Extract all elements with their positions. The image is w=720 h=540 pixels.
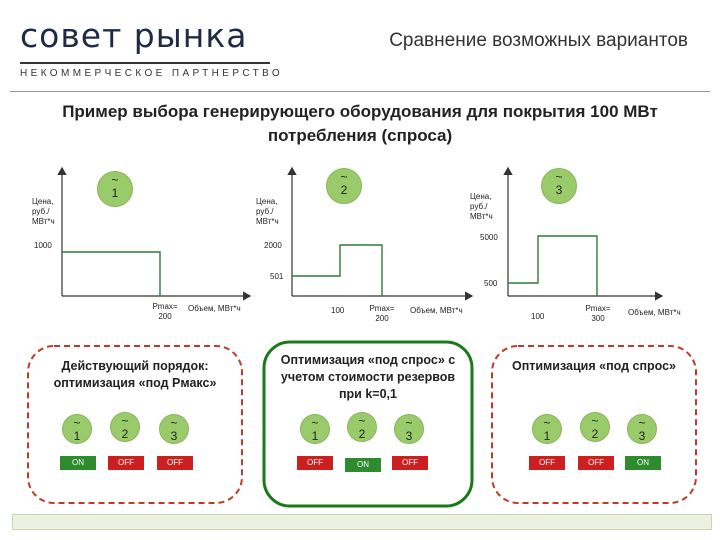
scenario-2-status-2: ON	[345, 458, 381, 472]
generator-symbol: ~	[170, 416, 178, 430]
chart-3	[508, 168, 662, 296]
chart-2-y-value-low: 501	[270, 272, 284, 281]
chart-2-x-value-2: Pmax= 200	[369, 304, 395, 323]
chart-1-y-label: Цена, руб./ МВт*ч	[32, 197, 55, 226]
generator-symbol: ~	[340, 170, 348, 184]
generator-symbol: ~	[405, 416, 413, 430]
generator-3-icon	[541, 168, 577, 204]
footer-band	[12, 514, 712, 530]
chart-3-x-value-2: Pmax= 300	[585, 304, 611, 323]
scenario-3-generator-2-icon	[580, 412, 610, 442]
scenario-3-label: Оптимизация «под спрос»	[511, 359, 677, 373]
section-title: Сравнение возможных вариантов	[389, 30, 688, 51]
generator-symbol: ~	[555, 170, 563, 184]
chart-2-price-line	[292, 245, 382, 296]
generator-number: 1	[111, 186, 119, 200]
scenario-3-generator-3-icon	[627, 414, 657, 444]
generator-symbol: ~	[591, 414, 599, 428]
scenario-3-status-2: OFF	[578, 456, 614, 470]
generator-number: 1	[73, 429, 81, 443]
scenario-2-status-1: OFF	[297, 456, 333, 470]
scenario-2-generator-1-icon	[300, 414, 330, 444]
chart-1-price-line	[62, 252, 160, 296]
page-title: Пример выбора генерирующего оборудования для покрытия 100 МВт потребления (спроса)	[62, 102, 658, 145]
chart-2-y-label: Цена, руб./ МВт*ч	[256, 197, 279, 226]
generator-symbol: ~	[358, 414, 366, 428]
chart-3-x-value-1: 100	[531, 312, 545, 321]
scenario-1-status-2: OFF	[108, 456, 144, 470]
generator-symbol: ~	[311, 416, 319, 430]
scenario-3-status-1: OFF	[529, 456, 565, 470]
generator-number: 3	[170, 429, 178, 443]
scenario-1-generator-3-icon	[159, 414, 189, 444]
logo: совет рынка	[20, 16, 248, 55]
chart-2	[292, 168, 472, 296]
chart-3-x-label: Объем, МВт*ч	[628, 308, 681, 317]
scenario-3-generator-1-icon	[532, 414, 562, 444]
generator-number: 2	[358, 427, 366, 441]
generator-1-icon	[97, 171, 133, 207]
chart-1-x-label: Объем, МВт*ч	[188, 304, 241, 313]
chart-3-price-line	[508, 236, 597, 296]
scenario-1-generator-1-icon	[62, 414, 92, 444]
scenario-2-label: Оптимизация «под спрос» с учетом стоимости резервов при k=0,1	[280, 353, 456, 401]
scenario-1-status-3: OFF	[157, 456, 193, 470]
generator-number: 1	[543, 429, 551, 443]
scenario-1-label: Действующий порядок: оптимизация «под Рмакс»	[53, 359, 217, 390]
chart-2-x-value-1: 100	[331, 306, 345, 315]
generator-symbol: ~	[73, 416, 81, 430]
generator-number: 3	[555, 183, 563, 197]
generator-symbol: ~	[111, 173, 119, 187]
generator-symbol: ~	[121, 414, 129, 428]
chart-2-x-label: Объем, МВт*ч	[410, 306, 463, 315]
scenario-1-status-1: ON	[60, 456, 96, 470]
scenario-1-generator-2-icon	[110, 412, 140, 442]
generator-number: 1	[311, 429, 319, 443]
scenario-2-generator-2-icon	[347, 412, 377, 442]
logo-subtitle: НЕКОММЕРЧЕСКОЕ ПАРТНЕРСТВО	[20, 68, 284, 79]
generator-2-icon	[326, 168, 362, 204]
chart-3-y-label: Цена, руб./ МВт*ч	[470, 192, 493, 221]
generator-symbol: ~	[638, 416, 646, 430]
generator-symbol: ~	[543, 416, 551, 430]
chart-1-y-value: 1000	[34, 241, 52, 250]
scenario-2-generator-3-icon	[394, 414, 424, 444]
scenario-3-status-3: ON	[625, 456, 661, 470]
generator-number: 2	[340, 183, 348, 197]
scenario-2-status-3: OFF	[392, 456, 428, 470]
generator-number: 3	[405, 429, 413, 443]
generator-number: 3	[638, 429, 646, 443]
chart-2-y-value-high: 2000	[264, 241, 282, 250]
generator-number: 2	[121, 427, 129, 441]
chart-3-y-value-low: 500	[484, 279, 498, 288]
chart-1	[62, 168, 250, 296]
generator-number: 2	[591, 427, 599, 441]
chart-1-x-value: Pmax= 200	[152, 302, 178, 321]
chart-3-y-value-high: 5000	[480, 233, 498, 242]
